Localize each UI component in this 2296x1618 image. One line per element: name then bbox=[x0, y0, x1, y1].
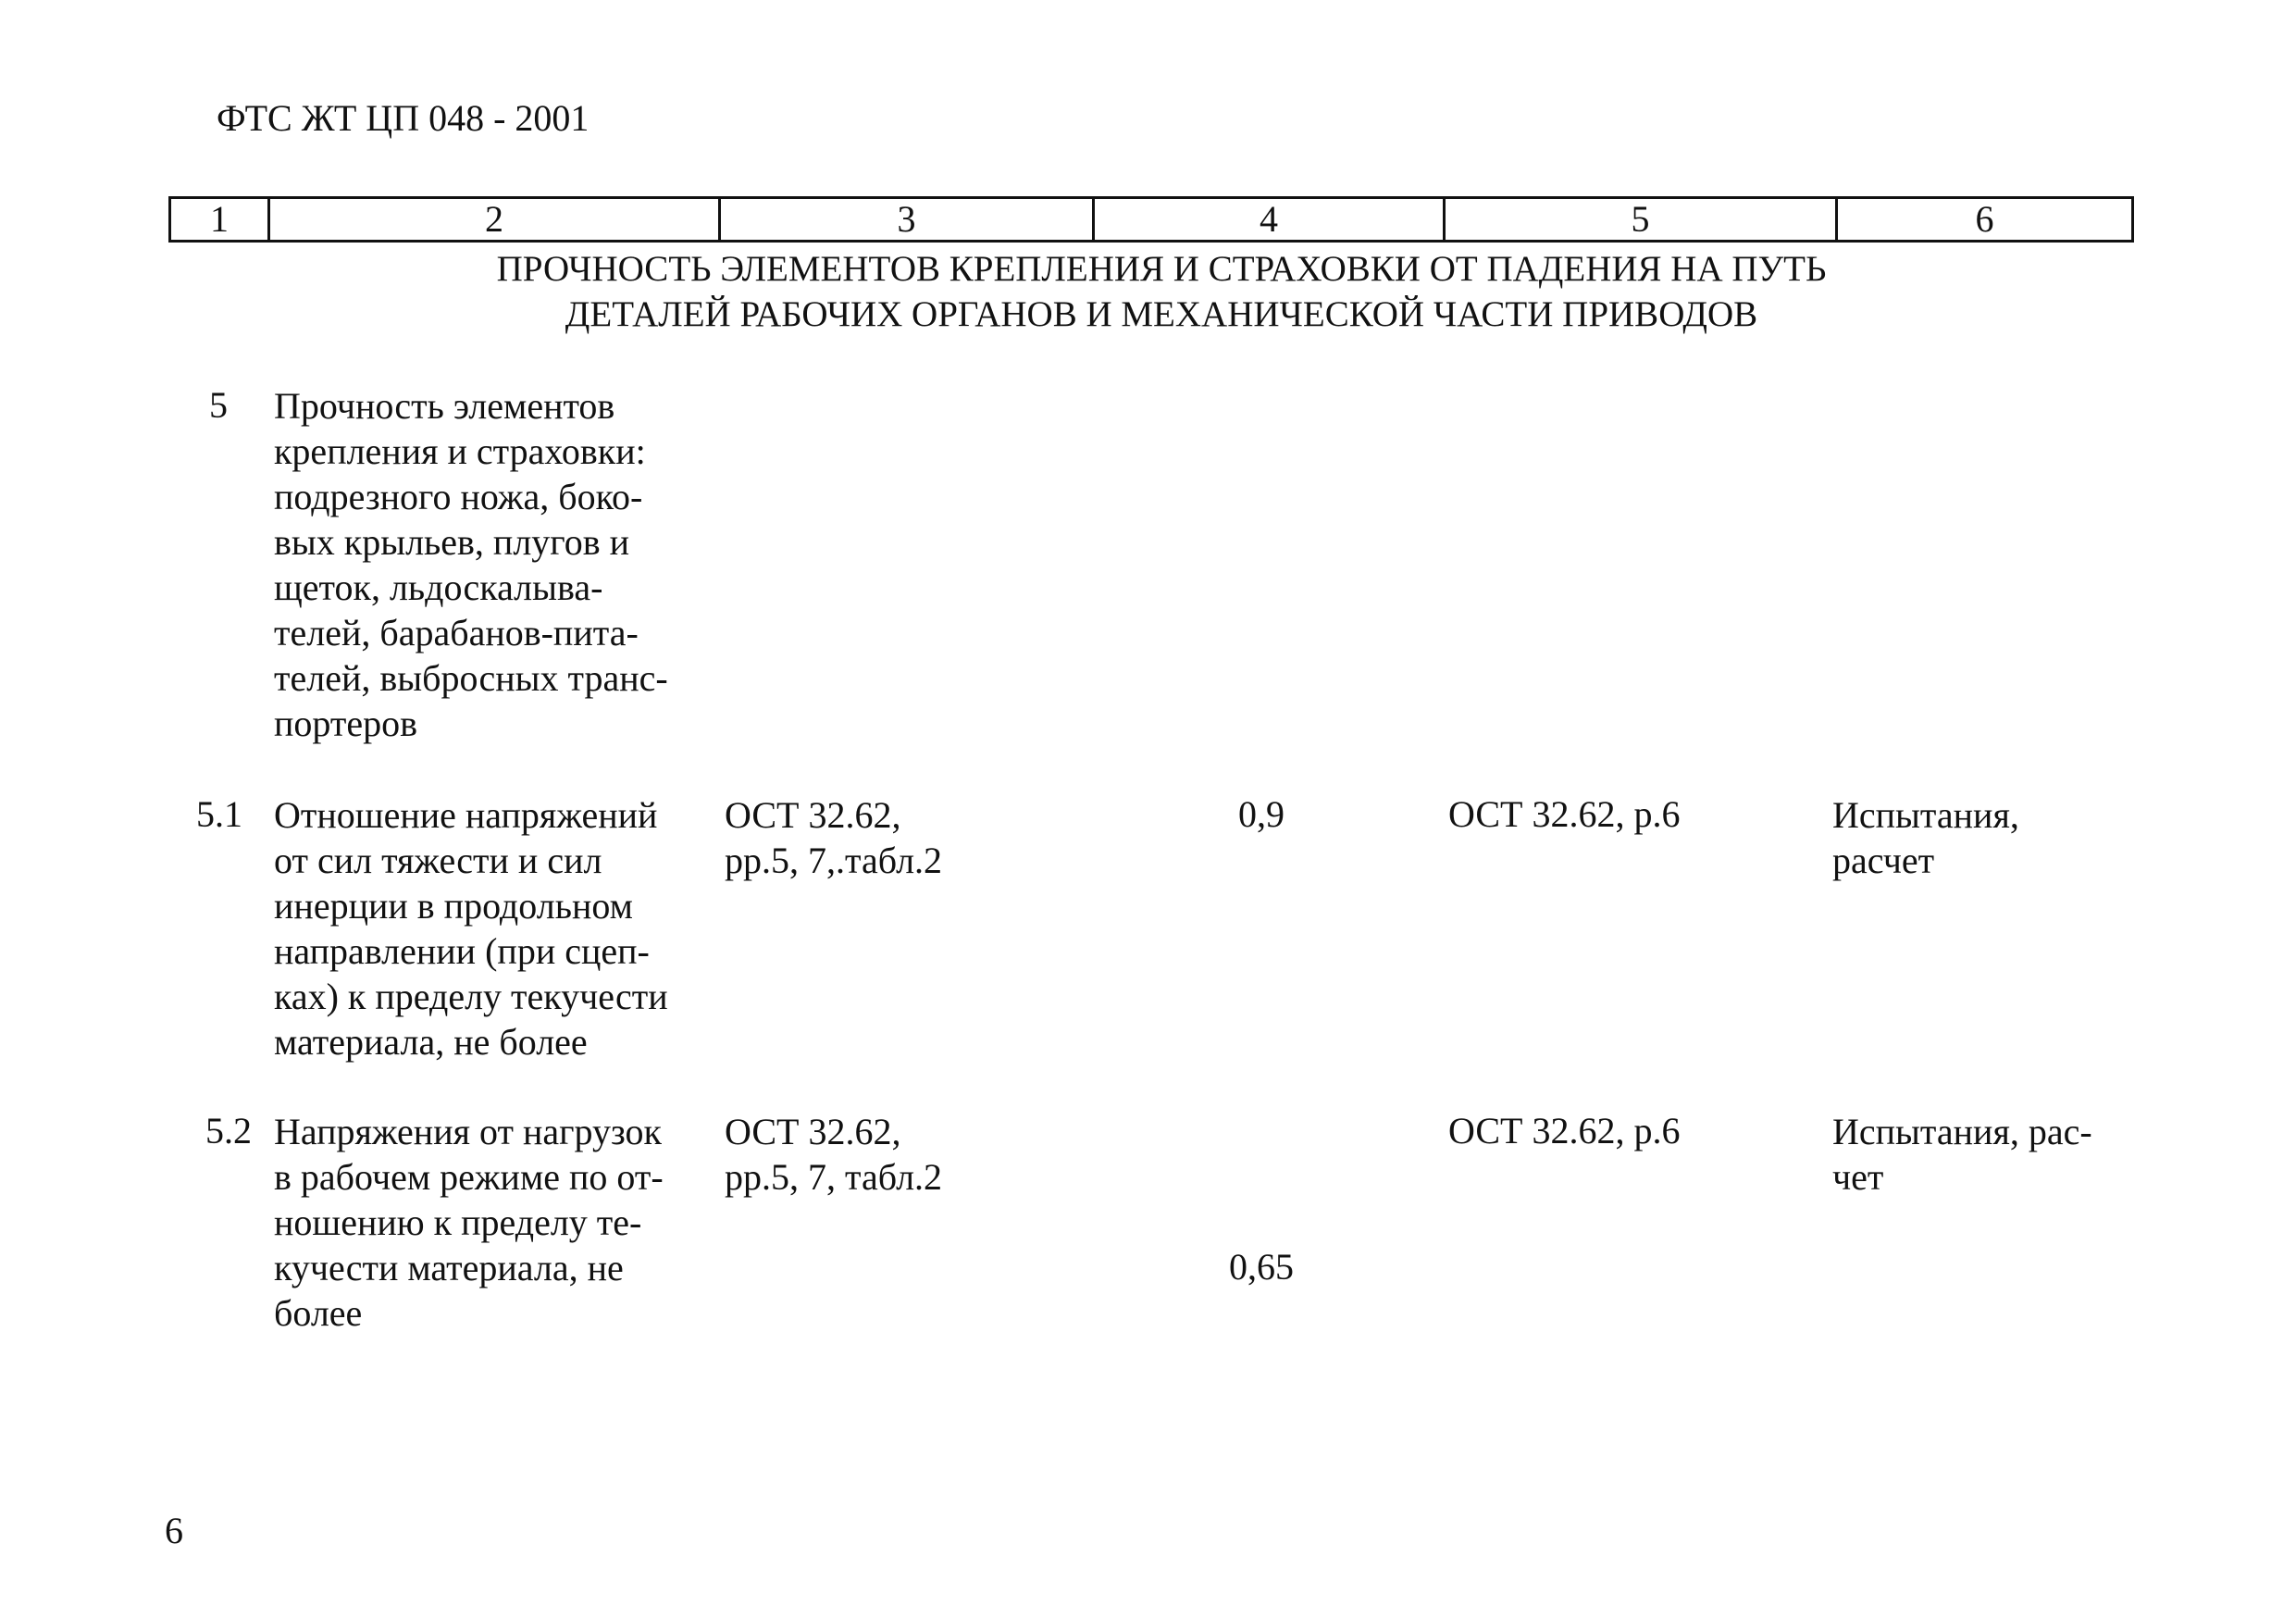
column-number-2: 2 bbox=[267, 199, 718, 240]
description-line: щеток, льдоскалыва- bbox=[274, 566, 603, 608]
section-title-line: ДЕТАЛЕЙ РАБОЧИХ ОРГАНОВ И МЕХАНИЧЕСКОЙ ЧАСТИ ПРИВОДОВ bbox=[565, 294, 1758, 334]
row-reference bbox=[725, 1109, 942, 1200]
row-number: 5.1 bbox=[196, 793, 242, 835]
column-number-5: 5 bbox=[1443, 199, 1835, 240]
row-description bbox=[274, 792, 718, 1064]
row-test-method: ОСТ 32.62, р.6 bbox=[1448, 793, 1681, 835]
reference-line: ОСТ 32.62, bbox=[725, 794, 901, 836]
row-number: 5 bbox=[209, 384, 228, 426]
description-line: подрезного ножа, боко- bbox=[274, 476, 643, 517]
description-line: Прочность элементов bbox=[274, 385, 615, 427]
row-value: 0,65 bbox=[1229, 1246, 1294, 1288]
description-line: Отношение напряжений bbox=[274, 794, 658, 836]
control-line: Испытания, рас- bbox=[1832, 1111, 2092, 1152]
reference-line: ОСТ 32.62, bbox=[725, 1111, 901, 1152]
row-description bbox=[274, 383, 718, 746]
description-line: ношению к пределу те- bbox=[274, 1201, 642, 1243]
description-line: крепления и страховки: bbox=[274, 430, 646, 472]
description-line: телей, барабанов-пита- bbox=[274, 612, 639, 653]
description-line: вых крыльев, плугов и bbox=[274, 521, 629, 563]
row-description bbox=[274, 1109, 718, 1336]
column-number-header bbox=[168, 196, 2134, 243]
description-line: от сил тяжести и сил bbox=[274, 840, 602, 881]
description-line: ках) к пределу текучести bbox=[274, 976, 668, 1017]
reference-line: рр.5, 7, табл.2 bbox=[725, 1156, 943, 1198]
row-number: 5.2 bbox=[205, 1110, 252, 1151]
document-code: ФТС ЖТ ЦП 048 - 2001 bbox=[217, 97, 590, 139]
control-line: расчет bbox=[1832, 840, 1935, 881]
control-line: Испытания, bbox=[1832, 794, 2019, 836]
column-number-3: 3 bbox=[718, 199, 1092, 240]
section-title bbox=[278, 246, 2045, 337]
description-line: кучести материала, не bbox=[274, 1247, 624, 1288]
column-number-6: 6 bbox=[1835, 199, 2131, 240]
column-number-1: 1 bbox=[210, 198, 229, 240]
row-control-type bbox=[1832, 792, 2019, 883]
row-reference bbox=[725, 792, 942, 883]
page-number: 6 bbox=[165, 1510, 183, 1551]
description-line: направлении (при сцеп- bbox=[274, 930, 650, 972]
description-line: в рабочем режиме по от- bbox=[274, 1156, 664, 1198]
description-line: Напряжения от нагрузок bbox=[274, 1111, 662, 1152]
control-line: чет bbox=[1832, 1156, 1884, 1198]
reference-line: рр.5, 7,.табл.2 bbox=[725, 840, 943, 881]
section-title-line: ПРОЧНОСТЬ ЭЛЕМЕНТОВ КРЕПЛЕНИЯ И СТРАХОВКИ ОТ ПАДЕНИЯ НА ПУТЬ bbox=[496, 249, 1827, 289]
description-line: более bbox=[274, 1292, 363, 1334]
row-control-type bbox=[1832, 1109, 2092, 1200]
description-line: материала, не более bbox=[274, 1021, 588, 1063]
row-value: 0,9 bbox=[1238, 793, 1285, 835]
row-test-method: ОСТ 32.62, р.6 bbox=[1448, 1110, 1681, 1151]
description-line: портеров bbox=[274, 703, 417, 744]
column-number-4: 4 bbox=[1092, 199, 1443, 240]
description-line: инерции в продольном bbox=[274, 885, 633, 927]
description-line: телей, выбросных транс- bbox=[274, 657, 668, 699]
